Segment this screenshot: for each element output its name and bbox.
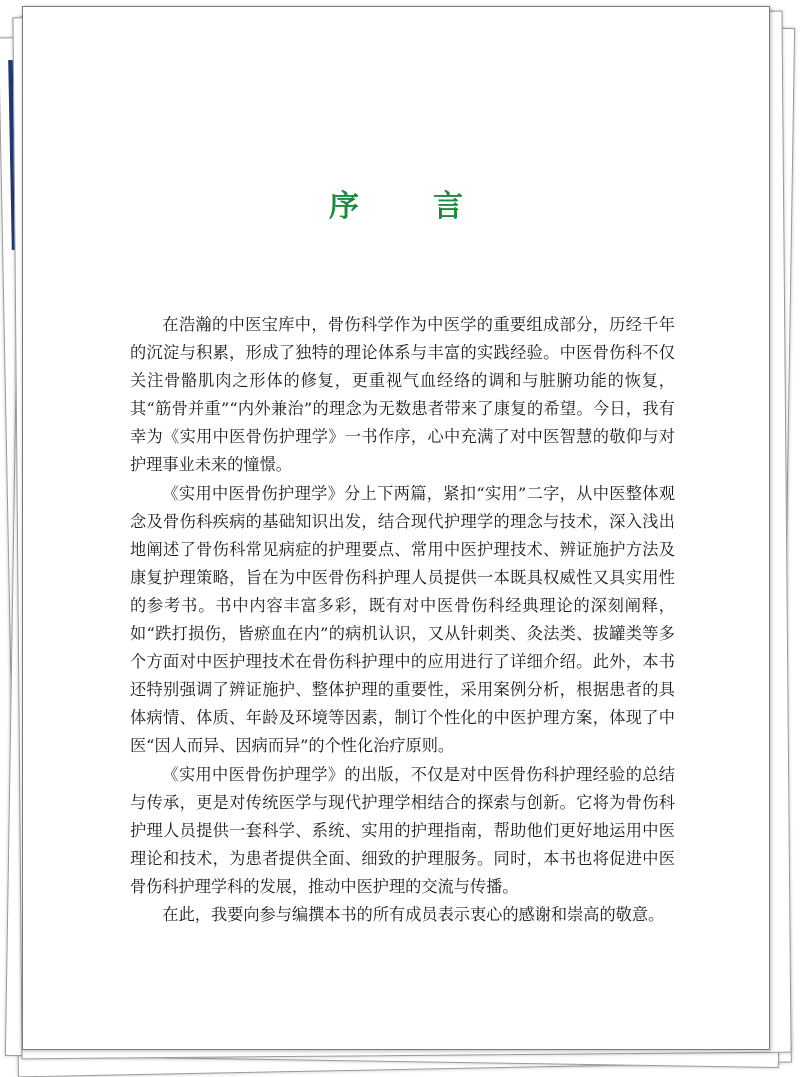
paragraph: 在浩瀚的中医宝库中，骨伤科学作为中医学的重要组成部分，历经千年的沉淀与积累，形成了独特的理论体系与丰富的实践经验。中医骨伤科不仅关注骨骼肌肉之形体的修复，更重视气血经络的调和与脏腑功能的恢复，其“筋骨并重”“内外兼治”的理念为无数患者带来了康复的希望。今日，我有幸为《实用中医骨伤护理学》一书作序，心中充满了对中医智慧的敬仰与对护理事业未来的憧憬。 xyxy=(130,315,675,475)
preface-page xyxy=(22,6,770,1050)
preface-body xyxy=(130,311,675,929)
paragraph: 《实用中医骨伤护理学》的出版，不仅是对中医骨伤科护理经验的总结与传承，更是对传统医学与现代护理学相结合的探索与创新。它将为骨伤科护理人员提供一套科学、系统、实用的护理指南，帮助他们更好地运用中医理论和技术，为患者提供全面、细致的护理服务。同时，本书也将促进中医骨伤科护理学科的发展，推动中医护理的交流与传播。 xyxy=(130,764,675,896)
page-title: 序 言 xyxy=(329,189,485,224)
paragraph: 《实用中医骨伤护理学》分上下两篇，紧扣“实用”二字，从中医整体观念及骨伤科疾病的基础知识出发，结合现代护理学的理念与技术，深入浅出地阐述了骨伤科常见病症的护理要点、常用中医护理技术、辨证施护方法及康复护理策略，旨在为中医骨伤科护理人员提供一本既具权威性又具实用性的参考书。书中内容丰富多彩，既有对中医骨伤科经典理论的深刻阐释，如“跌打损伤，皆瘀血在内”的病机认识，又从针刺类、灸法类、拔罐类等多个方面对中医护理技术在骨伤科护理中的应用进行了详细介绍。此外，本书还特别强调了辨证施护、整体护理的重要性，采用案例分析，根据患者的具体病情、体质、年龄及环境等因素，制订个性化的中医护理方案，体现了中医“因人而异、因病而异”的个性化治疗原则。 xyxy=(130,483,675,756)
paragraph: 在此，我要向参与编撰本书的所有成员表示衷心的感谢和崇高的敬意。 xyxy=(162,904,665,924)
